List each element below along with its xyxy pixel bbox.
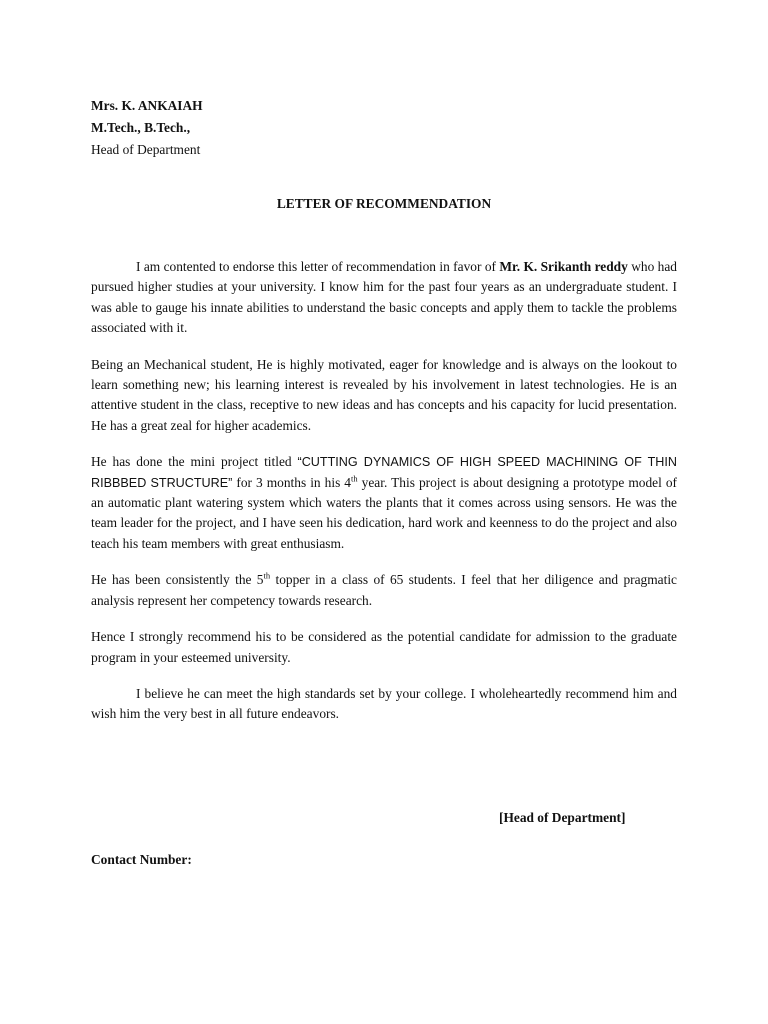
sender-degrees: M.Tech., B.Tech., [91,120,191,135]
student-name: Mr. K. Srikanth reddy [499,259,628,274]
project-title: “CUTTING DYNAMICS OF HIGH SPEED MACHINING OF THIN RIBBBED STRUCTURE” [91,455,677,490]
sender-name: Mrs. K. ANKAIAH [91,98,203,113]
p3-superscript: th [351,473,358,484]
p3-text-a: He has done the mini project titled [91,454,298,470]
sender-block [91,95,203,161]
paragraph-2: Being an Mechanical student, He is highly motivated, eager for knowledge and is always on the lookout to learn something new; his learning interest is revealed by his involvement in latest technologies. He is an attentive student in the class, receptive to new ideas and has concepts and his capacity for lucid presentation. He has a great zeal for higher academics. [91,356,677,433]
paragraph-5: Hence I strongly recommend his to be considered as the potential candidate for admission to the graduate program in your esteemed university. [91,629,677,665]
letter-title: LETTER OF RECOMMENDATION [276,196,492,211]
letter-body [91,257,677,741]
p4-text-b: topper in a class of 65 students. I feel that her diligence and pragmatic analysis represent her competency towards research. [91,572,677,608]
p4-text-a: He has been consistently the 5 [91,572,264,588]
paragraph-1 [91,257,677,339]
paragraph-3 [91,452,677,554]
p4-superscript: th [263,570,271,581]
contact-label: Contact Number: [91,852,192,867]
signature-line: [Head of Department] [499,810,626,825]
paragraph-6: I believe he can meet the high standards set by your college. I wholeheartedly recommend him and wish him the very best in all future endeavors. [91,685,677,722]
paragraph-4 [91,570,677,611]
sender-position: Head of Department [91,142,201,157]
p3-text-c: year. This project is about designing a prototype model of an automatic plant watering system which waters the plants that it comes across using sensors. He was the team leader for the project, and I have seen his dedication, hard work and keenness to do the project and also teach his team members with great enthusiasm. [91,474,677,551]
p1-text-a: I am contented to endorse this letter of recommendation in favor of [136,259,500,274]
p1-text-b: who had pursued higher studies at your university. I know him for the past four years as an undergraduate student. I was able to gauge his innate abilities to understand the basic concepts and apply them to tackle the problems associated with it. [91,259,677,336]
p3-text-b: for 3 months in his 4 [232,474,352,490]
